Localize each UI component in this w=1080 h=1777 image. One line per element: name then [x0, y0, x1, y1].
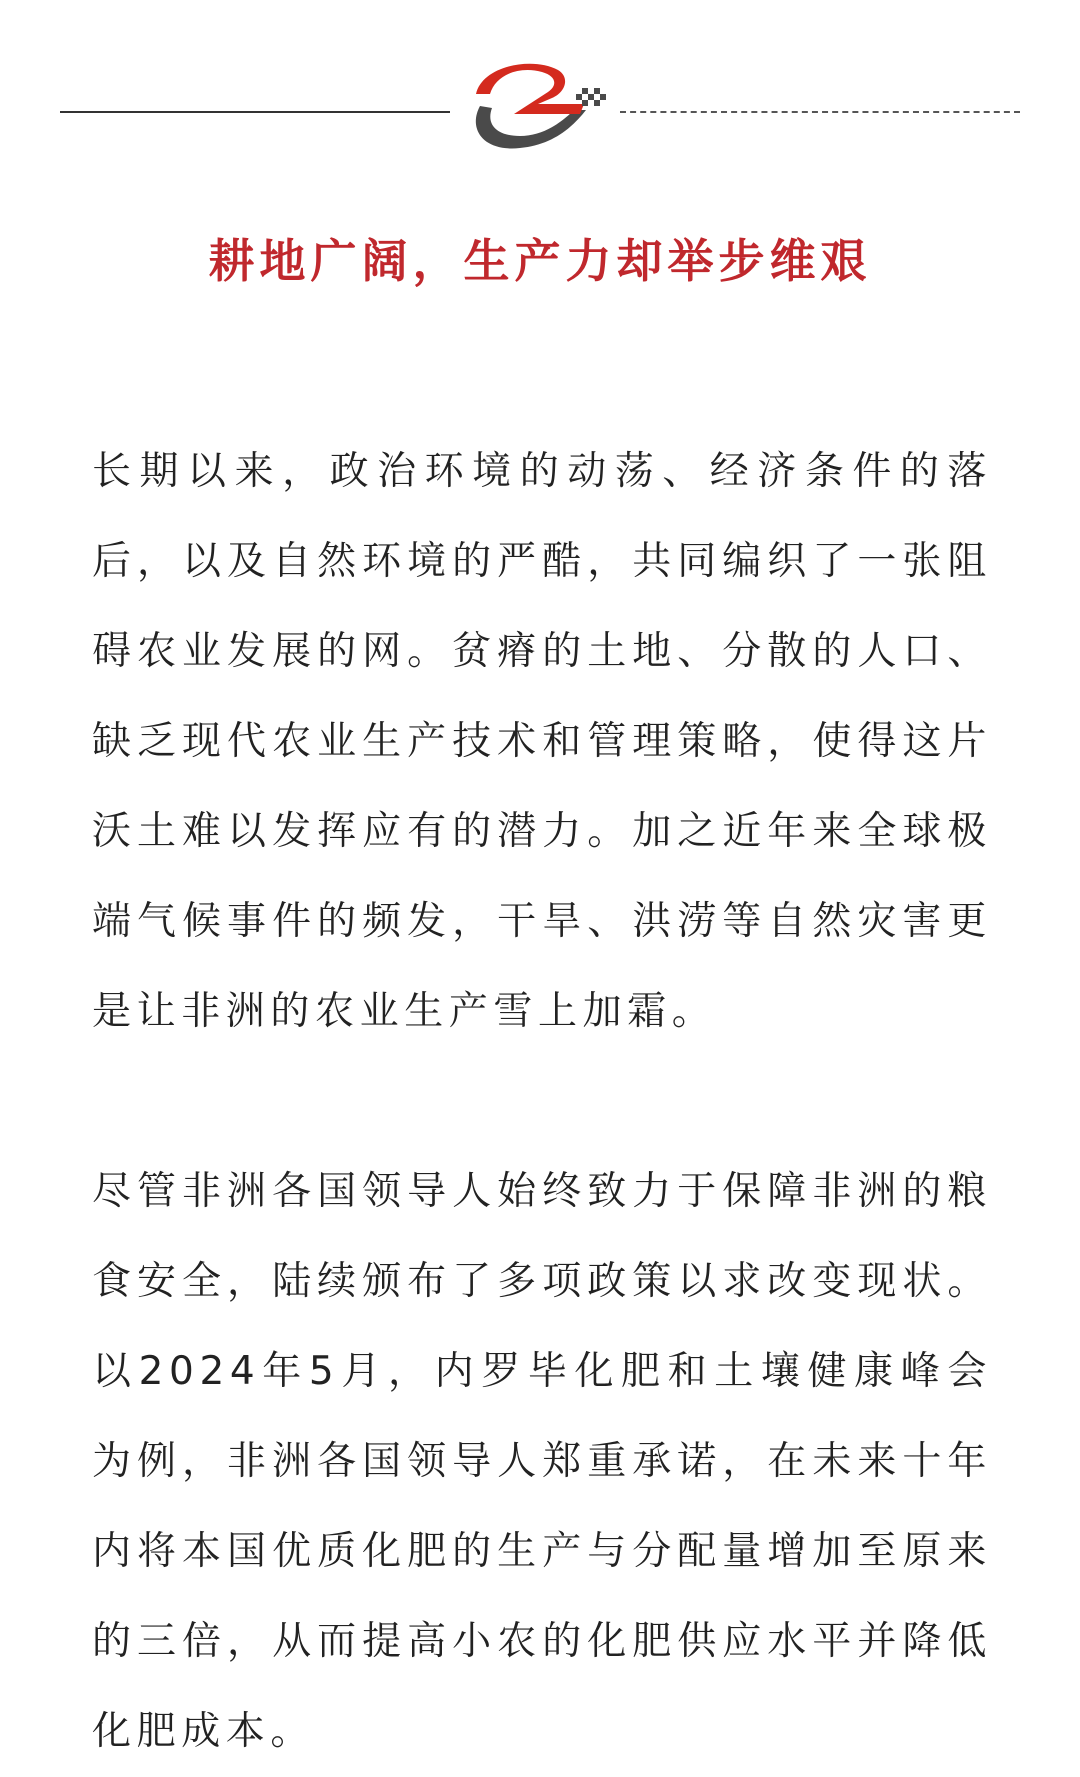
article-paragraph: 尽管非洲各国领导人始终致力于保障非洲的粮食安全，陆续颁布了多项政策以求改变现状。以2024年5月，内罗毕化肥和土壤健康峰会为例，非洲各国领导人郑重承诺，在未来十年内将本国优质化肥的生产与分配量增加至原来的三倍，从而提高小农的化肥供应水平并降低化肥成本。: [92, 1169, 992, 1754]
article-section-title: 耕地广阔，生产力却举步维艰: [208, 234, 872, 288]
solid-divider-line: [60, 111, 450, 113]
dashed-divider-line: [620, 111, 1020, 113]
logo-checker-accent: [576, 88, 606, 106]
publication-logo-icon: [462, 48, 612, 158]
header-divider: [0, 0, 1080, 190]
article-paragraph: 长期以来，政治环境的动荡、经济条件的落后，以及自然环境的严酷，共同编织了一张阻碍农业发展的网。贫瘠的土地、分散的人口、缺乏现代农业生产技术和管理策略，使得这片沃土难以发挥应有的潜力。加之近年来全球极端气候事件的频发，干旱、洪涝等自然灾害更是让非洲的农业生产雪上加霜。: [92, 449, 992, 1034]
logo-red-stroke: [476, 64, 584, 114]
